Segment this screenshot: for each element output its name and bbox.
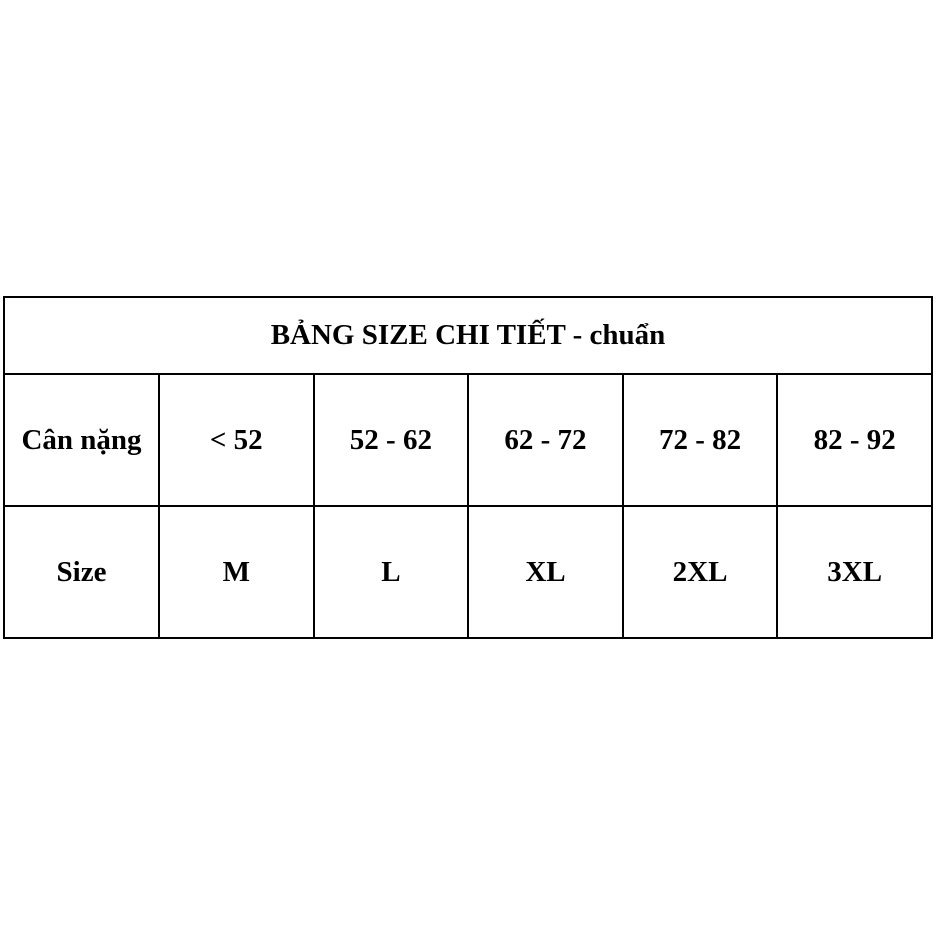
weight-label: Cân nặng [4,374,159,506]
size-cell: 2XL [623,506,778,638]
size-cell: 3XL [777,506,932,638]
title-row [4,297,932,374]
size-row [4,506,932,638]
weight-cell: 52 - 62 [314,374,469,506]
weight-cell: < 52 [159,374,314,506]
table-title: BẢNG SIZE CHI TIẾT - chuẩn [4,297,932,374]
size-cell: L [314,506,469,638]
weight-cell: 62 - 72 [468,374,623,506]
size-label: Size [4,506,159,638]
weight-cell: 72 - 82 [623,374,778,506]
size-chart-table [3,296,933,639]
size-cell: M [159,506,314,638]
weight-row [4,374,932,506]
weight-cell: 82 - 92 [777,374,932,506]
size-cell: XL [468,506,623,638]
